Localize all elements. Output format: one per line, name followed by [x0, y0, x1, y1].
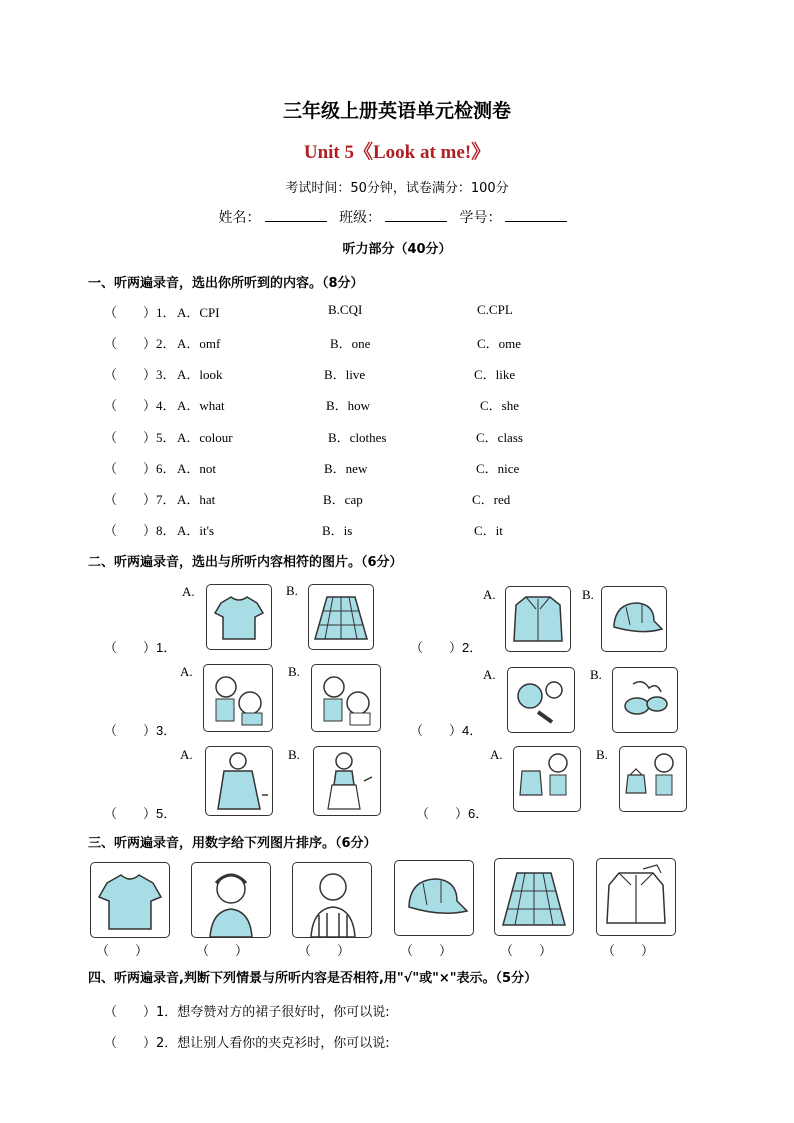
tshirt-picture — [206, 584, 272, 650]
girl-small-clothes-picture — [313, 746, 381, 816]
section-1-heading: 一、听两遍录音，选出你所听到的内容。（8分） — [88, 276, 364, 291]
id-label: 学号： — [459, 210, 502, 226]
sec1-question-number: （ ）3． — [104, 367, 176, 382]
sec2-label-a: A. — [483, 667, 496, 682]
seq-man-picture — [292, 862, 372, 938]
id-blank[interactable] — [505, 207, 567, 222]
seq-cap-picture — [394, 860, 474, 936]
sec1-option-b: B．cap — [323, 492, 363, 507]
sec1-option-c: C．it — [474, 523, 503, 538]
sec1-option-b: B．live — [324, 367, 366, 382]
sec1-option-a: A．omf — [177, 336, 221, 351]
unit-subtitle: Unit 5《Look at me!》 — [303, 142, 491, 163]
sec2-label-b: B. — [590, 667, 602, 682]
sec2-label-a: A. — [483, 587, 496, 602]
animals-picture-a — [203, 664, 273, 732]
sec1-option-b: B．one — [330, 336, 371, 351]
sec1-question-number: （ ）4． — [104, 398, 176, 413]
exam-info: 考试时间：50分钟，试卷满分：100分 — [285, 181, 509, 196]
sec2-label-b: B. — [288, 747, 300, 762]
animals-picture-b — [311, 664, 381, 732]
sec1-option-a: A．it's — [177, 523, 215, 538]
sec1-option-b: B.CQI — [328, 302, 363, 317]
page-title: 三年级上册英语单元检测卷 — [282, 100, 511, 122]
sec1-option-c: C．she — [480, 398, 520, 413]
student-fields — [0, 207, 794, 227]
sec1-option-a: A．colour — [177, 430, 233, 445]
sec2-label-a: A. — [182, 584, 195, 599]
seq-woman-picture — [191, 862, 271, 938]
sec1-option-b: B．how — [326, 398, 371, 413]
sec1-option-c: C．nice — [476, 461, 520, 476]
class-label: 班级： — [339, 210, 381, 226]
sec2-label-b: B. — [582, 587, 594, 602]
sec2-question-2: （ ）2． — [410, 640, 483, 655]
sec1-question-number: （ ）2． — [104, 336, 176, 351]
section-4-heading: 四、听两遍录音,判断下列情景与所听内容是否相符,用"√"或"×"表示。（5分） — [88, 971, 538, 986]
girl-big-clothes-picture — [205, 746, 273, 816]
seq-skirt-picture — [494, 858, 574, 936]
boy-shirt-picture-a — [513, 746, 581, 812]
sec1-option-c: C．class — [476, 430, 523, 445]
sec1-option-c: C．like — [474, 367, 516, 382]
sec1-option-a: A．what — [177, 398, 225, 413]
sec2-question-5: （ ）5． — [104, 806, 177, 821]
section-2-heading: 二、听两遍录音，选出与所听内容相符的图片。（6分） — [88, 555, 403, 570]
part-heading: 听力部分（40分） — [342, 242, 452, 257]
sec1-question-number: （ ）8． — [104, 523, 176, 538]
sec1-question-number: （ ）1． — [104, 305, 176, 320]
section-3-heading: 三、听两遍录音，用数字给下列图片排序。（6分） — [88, 836, 377, 851]
class-blank[interactable] — [385, 207, 447, 222]
sec2-label-a: A. — [180, 747, 193, 762]
sec1-question-number: （ ）5． — [104, 430, 176, 445]
sec1-option-a: A．not — [177, 461, 217, 476]
sec4-question-2: （ ）2．想让别人看你的夹克衫时，你可以说: — [104, 1036, 390, 1051]
sec2-label-b: B. — [288, 664, 300, 679]
sec2-question-1: （ ）1． — [104, 640, 177, 655]
sec2-label-b: B. — [286, 583, 298, 598]
cap-picture — [601, 586, 667, 652]
sec1-question-number: （ ）7． — [104, 492, 176, 507]
sec2-label-b: B. — [596, 747, 608, 762]
name-blank[interactable] — [265, 207, 327, 222]
seq-jacket-picture — [596, 858, 676, 936]
seq-tshirt-picture — [90, 862, 170, 938]
seq-blank-1[interactable]: （ ） — [96, 943, 149, 958]
sec4-question-1: （ ）1．想夸赞对方的裙子很好时，你可以说: — [104, 1005, 390, 1020]
sec1-option-a: A．hat — [177, 492, 216, 507]
sec1-option-c: C．red — [472, 492, 511, 507]
sec2-question-4: （ ）4． — [410, 723, 483, 738]
sec1-option-c: C.CPL — [477, 302, 513, 317]
letters-picture-b — [612, 667, 678, 733]
sec2-question-6: （ ）6． — [416, 806, 489, 821]
sec1-question-number: （ ）6． — [104, 461, 176, 476]
seq-blank-5[interactable]: （ ） — [500, 943, 553, 958]
skirt-picture — [308, 584, 374, 650]
sec1-option-a: A．CPI — [177, 305, 220, 320]
jacket-picture — [505, 586, 571, 652]
sec1-option-b: B．new — [324, 461, 368, 476]
sec1-option-b: B．is — [322, 523, 353, 538]
name-label: 姓名： — [218, 210, 261, 226]
boy-shirt-picture-b — [619, 746, 687, 812]
sec2-question-3: （ ）3． — [104, 723, 177, 738]
sec1-option-a: A．look — [177, 367, 223, 382]
seq-blank-6[interactable]: （ ） — [602, 943, 655, 958]
sec2-label-a: A. — [490, 747, 503, 762]
seq-blank-2[interactable]: （ ） — [196, 943, 249, 958]
letters-picture-a — [507, 667, 575, 733]
seq-blank-4[interactable]: （ ） — [400, 943, 453, 958]
sec1-option-b: B．clothes — [328, 430, 387, 445]
seq-blank-3[interactable]: （ ） — [298, 943, 351, 958]
sec2-label-a: A. — [180, 664, 193, 679]
sec1-option-c: C．ome — [477, 336, 522, 351]
